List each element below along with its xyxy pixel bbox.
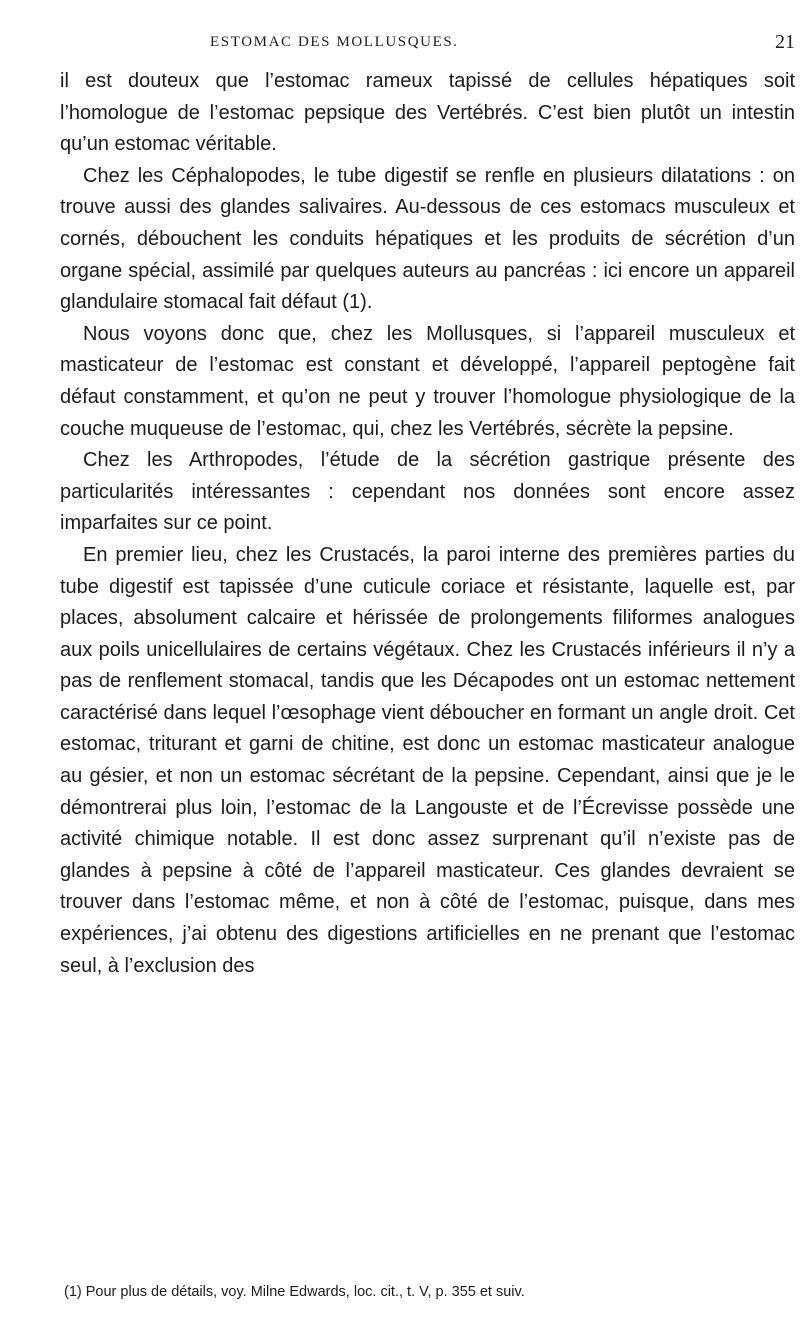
page-number: 21 [775, 31, 795, 53]
paragraph: Chez les Céphalopodes, le tube digestif se renfle en plusieurs dilatations : on trouve aussi des glandes salivaires. Au-dessous de ces estomacs musculeux et cornés, débouchent les conduits hépatiques et les produits de sécrétion d’un organe spécial, assimilé par quelques auteurs au pancréas : ici encore un appareil glandulaire stomacal fait défaut (1). [60, 164, 795, 314]
footnote: (1) Pour plus de détails, voy. Milne Edwards, loc. cit., t. V, p. 355 et suiv. [64, 1284, 525, 1300]
paragraph: Chez les Arthropodes, l’étude de la sécrétion gastrique présente des particularités intéressantes : cependant nos données sont encore assez imparfaites sur ce point. [60, 449, 795, 535]
body-text [60, 66, 795, 982]
paragraph: il est douteux que l’estomac rameux tapissé de cellules hépatiques soit l’homologue de l’estomac pepsique des Vertébrés. C’est bien plutôt un intestin qu’un estomac véritable. [60, 70, 795, 156]
running-title: ESTOMAC DES MOLLUSQUES. [210, 34, 459, 50]
paragraph: Nous voyons donc que, chez les Mollusques, si l’appareil musculeux et masticateur de l’estomac est constant et développé, l’appareil peptogène fait défaut constamment, et qu’on ne peut y trouver l’homologue physiologique de la couche muqueuse de l’estomac, qui, chez les Vertébrés, sécrète la pepsine. [60, 322, 795, 440]
running-head [60, 31, 795, 56]
book-page [60, 0, 795, 1341]
paragraph: En premier lieu, chez les Crustacés, la paroi interne des premières parties du tube digestif est tapissée d’une cuticule coriace et résistante, laquelle est, par places, absolument calcaire et hérissée de prolongements filiformes analogues aux poils unicellulaires de certains végétaux. Chez les Crustacés inférieurs il n’y a pas de renflement stomacal, tandis que les Décapodes ont un estomac nettement caractérisé dans lequel l’œsophage vient déboucher en formant un angle droit. Cet estomac, triturant et garni de chitine, est donc un estomac masticateur analogue au gésier, et non un estomac sécrétant de la pepsine. Cependant, ainsi que je le démontrerai plus loin, l’estomac de la Langouste et de l’Écrevisse possède une activité chimique notable. Il est donc assez surprenant qu’il n’existe pas de glandes à pepsine à côté de l’appareil masticateur. Ces glandes devraient se trouver dans l’estomac même, et non à côté de l’estomac, puisque, dans mes expériences, j’ai obtenu des digestions artificielles en ne prenant que l’estomac seul, à l’exclusion des [60, 543, 795, 977]
